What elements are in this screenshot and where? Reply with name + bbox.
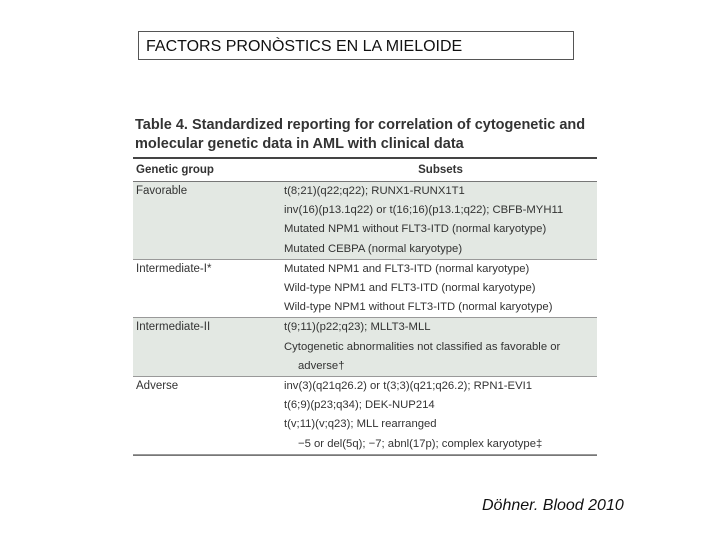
subsets-cell: [284, 318, 597, 376]
subset-line: Wild-type NPM1 and FLT3-ITD (normal karyotype): [284, 282, 536, 295]
subset-line: t(9;11)(p22;q23); MLLT3-MLL: [284, 321, 431, 334]
subsets-cell: [284, 377, 597, 454]
table-bottom-rule: [133, 455, 597, 456]
subset-line: Cytogenetic abnormalities not classified as favorable or: [284, 340, 561, 353]
subset-line: −5 or del(5q); −7; abnl(17p); complex karyotype‡: [298, 437, 543, 450]
header-genetic-group: Genetic group: [136, 164, 214, 176]
subset-line: t(8;21)(q22;q22); RUNX1-RUNX1T1: [284, 185, 465, 197]
table-row: [133, 377, 597, 455]
subsets-cell: [284, 260, 597, 318]
table-row: [133, 260, 597, 319]
subset-line: inv(16)(p13.1q22) or t(16;16)(p13.1;q22); CBFB-MYH11: [284, 204, 564, 217]
subset-line: Wild-type NPM1 without FLT3-ITD (normal karyotype): [284, 301, 553, 314]
genetic-group-cell: Intermediate-I*: [136, 262, 212, 275]
subset-line: adverse†: [298, 359, 345, 372]
subset-line: Mutated NPM1 and FLT3-ITD (normal karyotype): [284, 262, 530, 275]
subset-line: Mutated NPM1 without FLT3-ITD (normal karyotype): [284, 223, 547, 236]
citation: Döhner. Blood 2010: [482, 497, 624, 514]
table-caption: Table 4. Standardized reporting for correlation of cytogenetic and molecular genetic data in AML with clinical data: [135, 117, 586, 152]
header-subsets: Subsets: [418, 164, 463, 176]
subsets-cell: [284, 182, 597, 259]
genetic-group-cell: Adverse: [136, 380, 179, 393]
genetic-group-cell: Intermediate-II: [136, 321, 211, 334]
table-body: [133, 182, 597, 455]
subset-line: t(v;11)(v;q23); MLL rearranged: [284, 418, 437, 431]
table-header-row: [133, 159, 597, 182]
slide-title: FACTORS PRONÒSTICS EN LA MIELOIDE: [138, 31, 574, 60]
subset-line: t(6;9)(p23;q34); DEK-NUP214: [284, 399, 435, 412]
genetic-group-cell: Favorable: [136, 185, 188, 197]
subset-line: inv(3)(q21q26.2) or t(3;3)(q21;q26.2); RPN1-EVI1: [284, 380, 533, 393]
data-table: [133, 116, 597, 456]
table-row: [133, 182, 597, 260]
table-row: [133, 318, 597, 377]
subset-line: Mutated CEBPA (normal karyotype): [284, 242, 463, 255]
